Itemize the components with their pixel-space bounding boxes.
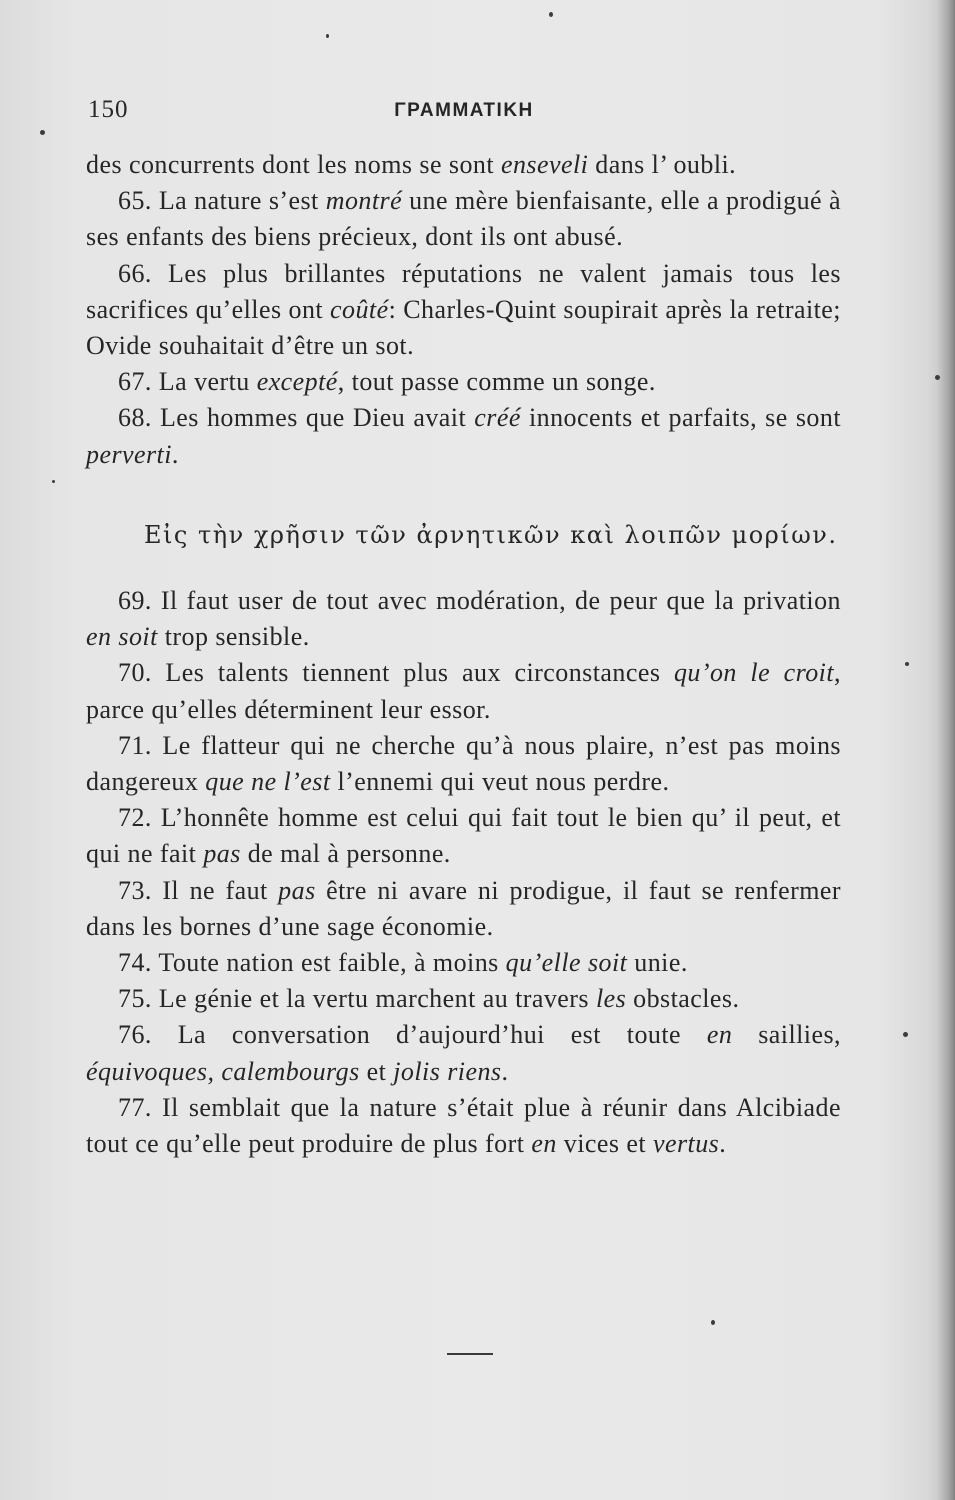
exercise-72: 72. L’honnête homme est celui qui fait tout le bien qu’ il peut, et qui ne fait pas de mal à personne. (86, 803, 841, 869)
scan-speck (903, 1032, 908, 1037)
exercise-70: 70. Les talents tiennent plus aux circonstances qu’on le croit, parce qu’elles déterminent leur essor. (86, 658, 841, 724)
section-heading: Εἰς τὴν χρῆσιν τῶν ἀρνητικῶν καὶ λοιπῶν μορίων. (144, 520, 838, 549)
body-text (86, 147, 841, 1162)
scan-speck (326, 34, 329, 38)
paragraph-continued: des concurrents dont les noms se sont enseveli dans l’ oubli. (86, 150, 737, 179)
exercise-75: 75. Le génie et la vertu marchent au travers les obstacles. (118, 984, 740, 1014)
exercise-65: 65. La nature s’est montré une mère bienfaisante, elle a prodigué à ses enfants des biens précieux, dont ils ont abusé. (86, 186, 842, 252)
running-title: ΓΡΑΜΜΑΤΙΚΗ (394, 100, 534, 121)
scan-speck (40, 130, 45, 135)
exercise-73: 73. Il ne faut pas être ni avare ni prodigue, il faut se renfermer dans les bornes d’une sage économie. (86, 875, 842, 941)
scan-speck (711, 1320, 715, 1325)
scan-speck (52, 480, 55, 483)
exercise-66: 66. Les plus brillantes réputations ne valent jamais tous les sacrifices qu’elles ont coûté: Charles-Quint soupirait après la retraite; Ovide souhaitait d’être un sot. (86, 258, 841, 361)
end-rule (447, 1353, 493, 1355)
exercise-67: 67. La vertu excepté, tout passe comme un songe. (118, 367, 656, 397)
exercise-74: 74. Toute nation est faible, à moins qu’elle soit unie. (118, 948, 688, 978)
exercise-71: 71. Le flatteur qui ne cherche qu’à nous plaire, n’est pas moins dangereux que ne l’est l’ennemi qui veut nous perdre. (86, 730, 841, 797)
exercise-68: 68. Les hommes que Dieu avait créé innocents et parfaits, se sont perverti. (86, 403, 841, 469)
exercise-69: 69. Il faut user de tout avec modération, de peur que la privation en soit trop sensible. (86, 586, 841, 652)
page-header (88, 96, 840, 136)
exercise-77: 77. Il semblait que la nature s’était plue à réunir dans Alcibiade tout ce qu’elle peut produire de plus fort en vices et vertus. (86, 1092, 841, 1159)
page-edge-shadow (937, 0, 955, 1500)
page-number: 150 (88, 96, 129, 123)
exercise-76: 76. La conversation d’aujourd’hui est toute en saillies, équivoques, calembourgs et jolis riens. (86, 1020, 841, 1086)
scan-speck (905, 662, 909, 666)
scan-speck (549, 12, 553, 17)
